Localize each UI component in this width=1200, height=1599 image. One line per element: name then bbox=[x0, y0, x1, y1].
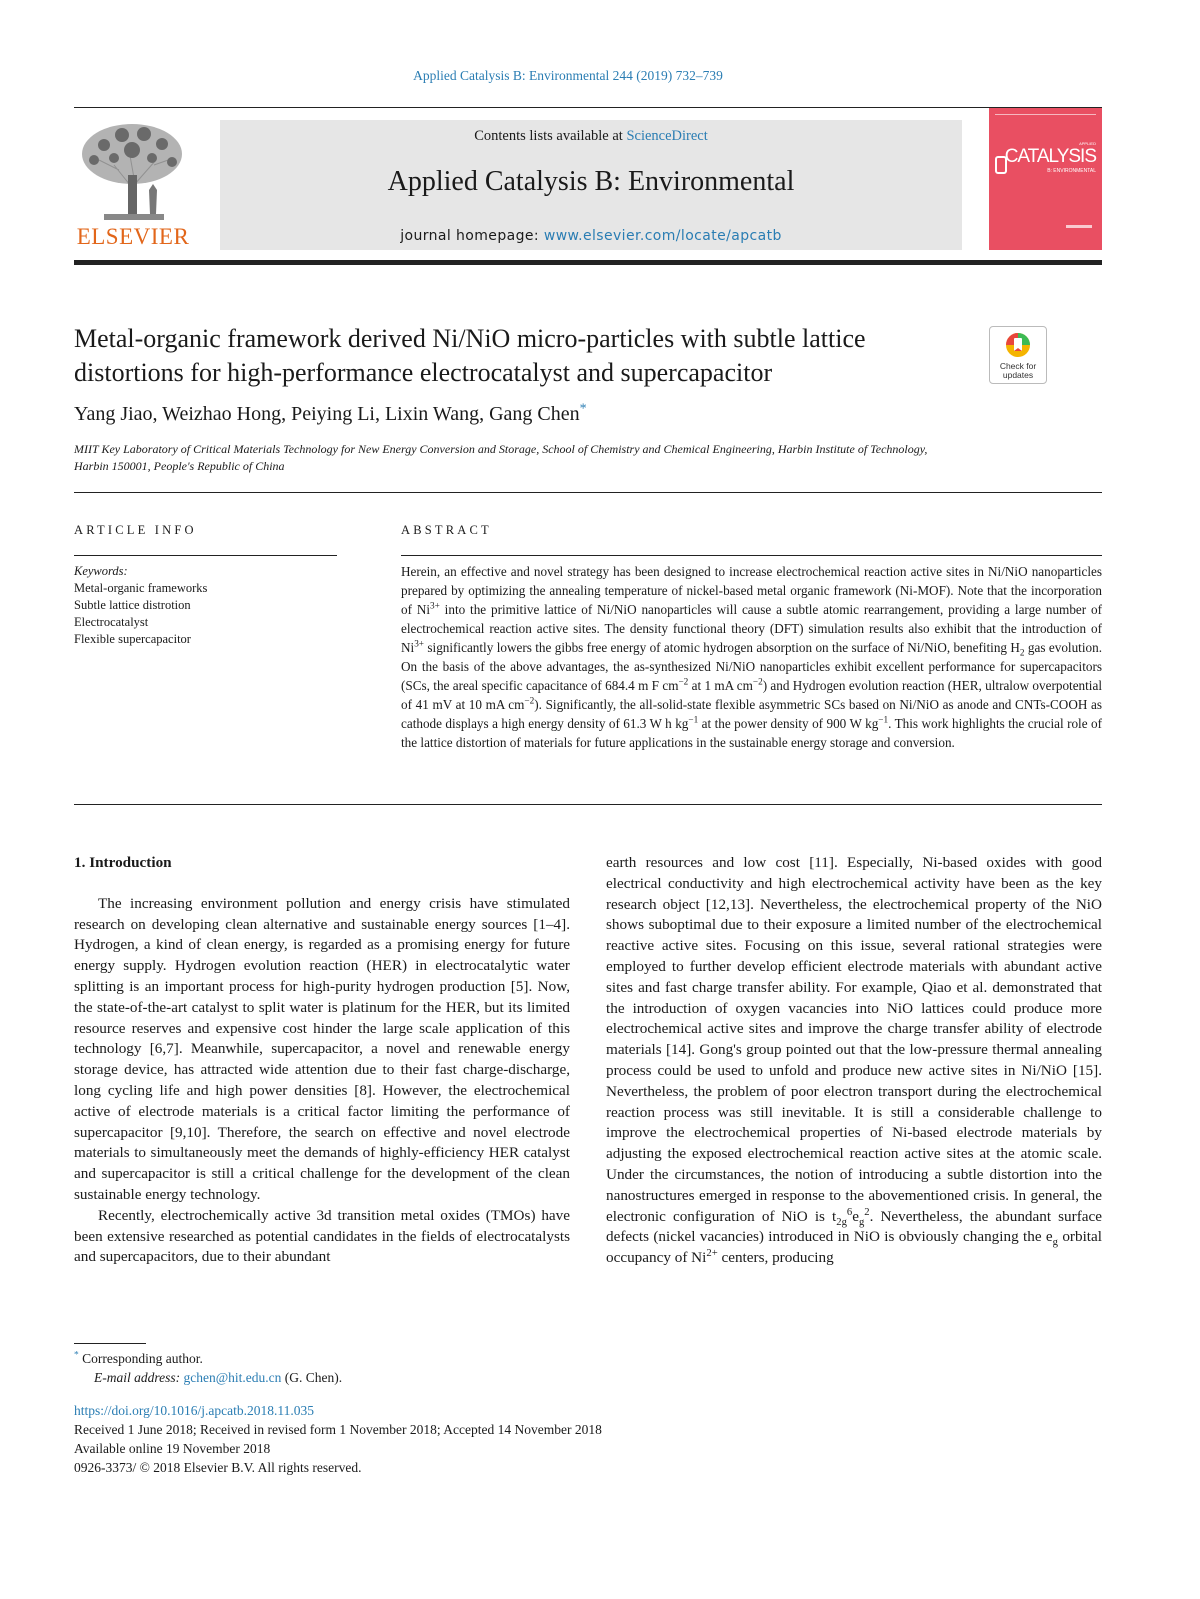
affiliation-rule bbox=[74, 492, 1102, 493]
check-updates-icon bbox=[990, 327, 1046, 363]
body-segment: . Nevertheless, the abundant surface defects (nickel vacancies) introduced in NiO is obviously changing the e bbox=[606, 1207, 1102, 1246]
abstract-heading: ABSTRACT bbox=[401, 523, 492, 537]
body-sup: 6 bbox=[846, 1206, 853, 1218]
abstract-segment: into the primitive lattice of Ni/NiO nanoparticles will cause a subtle atomic rearrangement, providing a large number of electrochemical reaction active sites. The density functional theory (DFT) simulation results also exhibit that the introduction of Ni bbox=[401, 602, 1102, 655]
abstract-segment: gas evolution. On the basis of the above advantages, the as-synthesized Ni/NiO nanoparticles exhibit excellent performance for supercapacitors (SCs, the areal specific capacitance of 684.4 m F cm bbox=[401, 640, 1102, 693]
author-list bbox=[74, 403, 587, 426]
homepage-prefix: journal homepage: bbox=[400, 228, 544, 244]
article-info-rule bbox=[74, 555, 337, 556]
homepage-line bbox=[220, 228, 962, 244]
footnote bbox=[74, 1349, 342, 1387]
cover-top-rule bbox=[995, 114, 1096, 119]
body-sub: g bbox=[1052, 1237, 1058, 1249]
body-sup: 2+ bbox=[706, 1248, 718, 1260]
body-segment: e bbox=[852, 1207, 859, 1225]
homepage-link[interactable]: www.elsevier.com/locate/apcatb bbox=[543, 228, 782, 244]
journal-cover-image[interactable] bbox=[989, 108, 1102, 250]
abstract-segment: ). Significantly, the all-solid-state flexible asymmetric SCs based on Ni/NiO as anode and CNTs-COOH as cathode displays a high energy density of 61.3 W h kg bbox=[401, 697, 1102, 731]
article-title: Metal-organic framework derived Ni/NiO micro-particles with subtle lattice distortions for high-performance electrocatalyst and supercapacitor bbox=[74, 324, 866, 387]
keywords-label: Keywords: bbox=[74, 564, 128, 578]
body-paragraph bbox=[606, 853, 1102, 1269]
abstract-segment: . This work highlights the crucial role of the lattice distortion of materials for future applications in the sustainable energy storage and conversion. bbox=[401, 716, 1102, 750]
corresponding-note bbox=[74, 1349, 342, 1368]
cover-subtitle: B: ENVIRONMENTAL bbox=[1047, 168, 1096, 174]
abstract-segment: at 1 mA cm bbox=[688, 678, 753, 693]
keyword-item: Metal-organic frameworks bbox=[74, 581, 208, 595]
check-for-updates-badge[interactable] bbox=[989, 326, 1047, 384]
keywords-block bbox=[74, 563, 207, 648]
body-paragraph: The increasing environment pollution and energy crisis have stimulated research on developing clean alternative and sustainable energy sources [1–4]. Hydrogen, a kind of clean energy, is regarded as a promising energy for future energy supply. Hydrogen evolution reaction (HER) in electrocatalytic water splitting is an important process for high-purity hydrogen production [5]. Now, the state-of-the-art catalyst to split water is platinum for the HER, but its limited resource reserves and expensive cost hinder the large scale application of this technology [6,7]. Meanwhile, supercapacitor, a novel and renewable energy storage device, has attracted wide attention due to their fast charge-discharge, long cycling life and high power densities [8]. However, the electrochemical active of electrode materials is a critical factor limiting the performance of supercapacitor [9,10]. Therefore, the search on effective and novel electrode materials to simultaneously meet the demands of highly-efficiency HER catalyst and supercapacitor is still a critical challenge for the development of the clean sustainable energy technology. bbox=[74, 894, 570, 1203]
abstract-segment: at the power density of 900 W kg bbox=[698, 716, 879, 731]
body-sup: 2 bbox=[864, 1206, 870, 1218]
abstract-segment: ) and Hydrogen evolution reaction (HER, ultralow overpotential of 41 mV at 10 mA cm bbox=[401, 678, 1102, 712]
header-top-rule bbox=[74, 107, 1102, 108]
cover-title: CATALYSIS bbox=[1004, 146, 1096, 167]
body-segment: earth resources and low cost [11]. Especially, Ni-based oxides with good electrical conductivity and high electrochemical activity have been as the key research object [12,13]. Nevertheless, the electrochemical property of the NiO shows suboptimal due to their exposure a limited number of the electrochemical reactive active sites. Focusing on this issue, several rational strategies were employed to further develop efficient electrode materials with abundant active sites and fast charge transfer ability. For example, Qiao et al. demonstrated that the introduction of oxygen vacancies into NiO lattices could produce more electrochemical active sites and improve the charge transfer ability of electrode materials [14]. Gong's group pointed out that the low-pressure thermal annealing process could be used to unfold and produce new active sites in Ni/NiO [15]. Nevertheless, the problem of poor electron transport during the electrochemical reaction process was still inevitable. It is still a considerable challenge to improve the electrochemical properties of Ni-based electrode materials by adjusting the exposed electrochemical reaction active sites at the atomic scale. Under the circumstances, the notion of introducing a subtle distortion into the nanostructures emerged in response to the abovementioned crisis. In general, the electronic configuration of NiO is t bbox=[606, 854, 1102, 1225]
abstract-sub: 2 bbox=[1019, 647, 1025, 658]
corresponding-label: Corresponding author. bbox=[82, 1351, 203, 1366]
keyword-item: Subtle lattice distrotion bbox=[74, 598, 191, 612]
contents-prefix: Contents lists available at bbox=[474, 128, 627, 144]
abstract-sup: −1 bbox=[688, 714, 699, 725]
email-link[interactable]: gchen@hit.edu.cn bbox=[183, 1370, 282, 1385]
cover-small-label: APPLIED bbox=[1079, 141, 1096, 146]
body-segment: centers, producing bbox=[717, 1249, 834, 1267]
corresponding-author-mark[interactable]: * bbox=[579, 401, 587, 417]
sciencedirect-link[interactable]: ScienceDirect bbox=[626, 128, 708, 144]
abstract-sup: 3+ bbox=[414, 638, 425, 649]
abstract-sup: −2 bbox=[524, 695, 535, 706]
doi-link[interactable]: https://doi.org/10.1016/j.apcatb.2018.11.035 bbox=[74, 1403, 314, 1418]
abstract-text bbox=[401, 562, 1102, 752]
abstract-sup: −2 bbox=[678, 676, 689, 687]
email-suffix: (G. Chen). bbox=[284, 1370, 343, 1385]
body-sub: g bbox=[858, 1216, 865, 1228]
footnote-mark: * bbox=[74, 1350, 79, 1361]
section-heading: 1. Introduction bbox=[74, 854, 172, 871]
copyright: 0926-3373/ © 2018 Elsevier B.V. All rights reserved. bbox=[74, 1460, 362, 1475]
abstract-segment: significantly lowers the gibbs free energy of atomic hydrogen absorption on the surface of Ni/NiO, benefiting H bbox=[424, 640, 1020, 655]
abstract-bottom-rule bbox=[74, 804, 1102, 805]
body-paragraph: Recently, electrochemically active 3d transition metal oxides (TMOs) have been extensive researched as potential candidates in the fields of electrocatalysts and supercapacitors, due to their abundant bbox=[74, 1206, 570, 1266]
keyword-item: Flexible supercapacitor bbox=[74, 632, 191, 646]
abstract-sup: 3+ bbox=[430, 600, 440, 611]
available-online: Available online 19 November 2018 bbox=[74, 1441, 271, 1456]
cover-bottom-bar bbox=[1066, 225, 1092, 228]
elsevier-logo bbox=[74, 120, 192, 250]
keyword-item: Electrocatalyst bbox=[74, 615, 149, 629]
abstract-sup: −1 bbox=[878, 714, 889, 725]
body-sub: 2 bbox=[836, 1216, 842, 1228]
check-updates-label: Check for updates bbox=[999, 361, 1037, 380]
body-column-left bbox=[74, 853, 570, 1268]
email-line bbox=[74, 1368, 342, 1387]
contents-line bbox=[220, 128, 962, 145]
author-names: Yang Jiao, Weizhao Hong, Peiying Li, Lixin Wang, Gang Chen bbox=[74, 403, 580, 425]
elsevier-tree-icon bbox=[74, 120, 192, 224]
abstract-rule bbox=[401, 555, 1102, 556]
affiliation: MIIT Key Laboratory of Critical Materials Technology for New Energy Conversion and Storage, School of Chemistry and Chemical Engineering, Harbin Institute of Technology, Harbin 150001, People's Republic of China bbox=[74, 442, 928, 473]
article-info-heading: ARTICLE INFO bbox=[74, 523, 197, 537]
elsevier-wordmark: ELSEVIER bbox=[76, 224, 190, 249]
journal-name: Applied Catalysis B: Environmental bbox=[387, 166, 795, 197]
header-thick-rule bbox=[74, 260, 1102, 265]
journal-reference[interactable]: Applied Catalysis B: Environmental 244 (2019) 732–739 bbox=[413, 68, 723, 83]
email-label: E-mail address: bbox=[94, 1370, 181, 1385]
journal-header bbox=[220, 120, 962, 250]
received-dates: Received 1 June 2018; Received in revised form 1 November 2018; Accepted 14 November 2018 bbox=[74, 1422, 602, 1437]
body-column-right bbox=[606, 853, 1102, 1269]
abstract-sup: −2 bbox=[752, 676, 763, 687]
footnote-rule bbox=[74, 1343, 146, 1344]
publication-info bbox=[74, 1401, 602, 1477]
body-segment: orbital occupancy of Ni bbox=[606, 1228, 1102, 1267]
abstract-segment: Herein, an effective and novel strategy has been designed to increase electrochemical reaction active sites in Ni/NiO nanoparticles prepared by optimizing the annealing temperature of nickel-based metal organic framework (Ni-MOF). Note that the incorporation of Ni bbox=[401, 564, 1102, 617]
body-sub: g bbox=[841, 1216, 847, 1228]
